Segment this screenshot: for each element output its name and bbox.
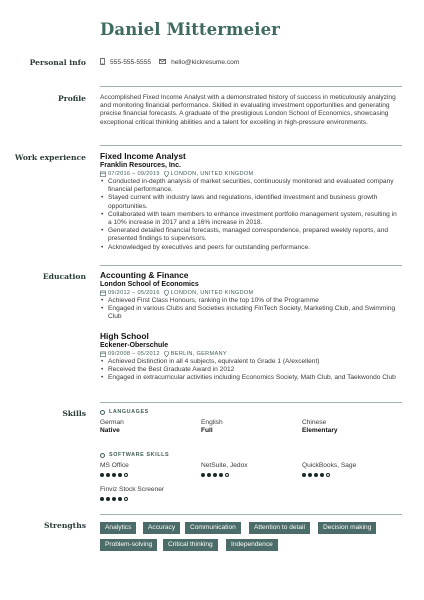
section-divider bbox=[100, 402, 402, 403]
software-item bbox=[201, 462, 301, 477]
contact-row bbox=[100, 58, 402, 67]
school-name: Eckener-Oberschule bbox=[100, 341, 169, 349]
rating-dots bbox=[201, 473, 301, 477]
list-item: • Acknowledged by executives and peers for outstanding performance. bbox=[100, 244, 402, 252]
calendar-icon bbox=[100, 290, 106, 296]
language-name: Chinese bbox=[302, 419, 327, 426]
strength-chip: Accuracy bbox=[143, 522, 180, 534]
rating-dot-filled bbox=[106, 473, 110, 477]
section-label-education: Education bbox=[42, 272, 86, 281]
rating-dot-filled bbox=[118, 473, 122, 477]
software-label: SOFTWARE SKILLS bbox=[109, 452, 170, 458]
work-entry bbox=[100, 152, 402, 252]
rating-dot-filled bbox=[106, 497, 110, 501]
software-subheading bbox=[100, 452, 402, 458]
education-bullets bbox=[100, 297, 402, 322]
job-bullets bbox=[100, 178, 402, 252]
school-name: London School of Economics bbox=[100, 280, 199, 288]
calendar-icon bbox=[100, 351, 106, 357]
section-divider bbox=[100, 514, 402, 515]
software-item bbox=[100, 462, 200, 477]
rating-dot-filled bbox=[207, 473, 211, 477]
language-item bbox=[302, 419, 402, 435]
location-pin-icon bbox=[164, 351, 169, 357]
section-label-profile: Profile bbox=[57, 94, 86, 103]
rating-dot-filled bbox=[219, 473, 223, 477]
rating-dot-filled bbox=[100, 473, 104, 477]
rating-dot-empty bbox=[124, 473, 128, 477]
list-item: • Engaged in extracurricular activities including Economics Society, Math Club, and Taekwondo Club bbox=[100, 374, 402, 382]
language-level: Elementary bbox=[302, 427, 338, 434]
section-label-work-experience: Work experience bbox=[14, 153, 86, 162]
rating-dot-filled bbox=[112, 473, 116, 477]
rating-dot-filled bbox=[112, 497, 116, 501]
rating-dot-empty bbox=[124, 497, 128, 501]
rating-dot-filled bbox=[213, 473, 217, 477]
list-item: • Stayed current with industry laws and regulations, identified investment and business growth opportunities. bbox=[100, 194, 402, 210]
rating-dots bbox=[302, 473, 402, 477]
language-item bbox=[201, 419, 301, 435]
software-name: MS Office bbox=[100, 462, 129, 469]
education-entry bbox=[100, 332, 402, 383]
section-divider bbox=[100, 86, 402, 87]
location-pin-icon bbox=[164, 171, 169, 177]
language-name: English bbox=[201, 419, 223, 426]
degree-title: Accounting & Finance bbox=[100, 270, 189, 280]
info-icon bbox=[100, 410, 105, 415]
section-label-personal-info: Personal info bbox=[29, 58, 86, 67]
job-meta bbox=[100, 170, 402, 178]
phone-icon bbox=[100, 58, 105, 67]
strength-chip: Critical thinking bbox=[163, 539, 218, 551]
list-item: • Received the Best Graduate Award in 2012 bbox=[100, 366, 402, 374]
list-item: • Achieved Distinction in all 4 subjects, equivalent to Grade 1 (A/excellent) bbox=[100, 358, 402, 366]
section-label-strengths: Strengths bbox=[44, 521, 86, 530]
rating-dot-filled bbox=[118, 497, 122, 501]
software-item bbox=[100, 486, 200, 501]
rating-dot-filled bbox=[314, 473, 318, 477]
job-company: Franklin Resources, Inc. bbox=[100, 161, 181, 169]
email-icon bbox=[159, 59, 166, 66]
education-location: LONDON, UNITED KINGDOM bbox=[170, 290, 254, 296]
education-entry bbox=[100, 271, 402, 322]
education-meta bbox=[100, 289, 402, 297]
language-level: Native bbox=[100, 427, 120, 434]
rating-dots bbox=[100, 473, 200, 477]
degree-title: High School bbox=[100, 331, 149, 341]
info-icon bbox=[100, 453, 105, 458]
strength-chip: Attention to detail bbox=[249, 522, 310, 534]
job-location: LONDON, UNITED KINGDOM bbox=[170, 171, 254, 177]
section-label-skills: Skills bbox=[62, 409, 86, 418]
rating-dot-empty bbox=[225, 473, 229, 477]
list-item: • Conducted in-depth analysis of market securities, continuously monitored and evaluated company financial performance. bbox=[100, 178, 402, 194]
calendar-icon bbox=[100, 171, 106, 177]
education-location: BERLIN, GERMANY bbox=[170, 351, 227, 357]
language-item bbox=[100, 419, 200, 435]
resume-name: Daniel Mittermeier bbox=[100, 20, 280, 39]
section-divider bbox=[100, 265, 402, 266]
rating-dot-filled bbox=[302, 473, 306, 477]
education-dates: 09/2008 – 05/2012 bbox=[108, 351, 160, 357]
language-level: Full bbox=[201, 427, 213, 434]
section-divider bbox=[100, 145, 402, 146]
languages-subheading bbox=[100, 409, 402, 415]
software-name: Finviz Stock Screener bbox=[100, 486, 165, 493]
rating-dots bbox=[100, 497, 200, 501]
rating-dot-filled bbox=[320, 473, 324, 477]
rating-dot-filled bbox=[201, 473, 205, 477]
strength-chip: Communication bbox=[185, 522, 241, 534]
location-pin-icon bbox=[164, 290, 169, 296]
software-item bbox=[302, 462, 402, 477]
job-dates: 07/2016 – 09/2019 bbox=[108, 171, 160, 177]
rating-dot-empty bbox=[326, 473, 330, 477]
strength-chip: Problem-solving bbox=[100, 539, 157, 551]
list-item: • Achieved First Class Honours, ranking in the top 10% of the Programme bbox=[100, 297, 402, 305]
education-dates: 09/2012 – 05/2016 bbox=[108, 290, 160, 296]
languages-label: LANGUAGES bbox=[109, 409, 149, 415]
strength-chip: Analytics bbox=[100, 522, 136, 534]
language-name: German bbox=[100, 419, 124, 426]
strength-chip: Decision making bbox=[318, 522, 376, 534]
job-title: Fixed Income Analyst bbox=[100, 151, 186, 161]
contact-email[interactable]: hello@kickresume.com bbox=[171, 59, 240, 66]
list-item: • Collaborated with team members to enhance investment portfolio management system, resulting in a 10% increase in 2017 and a 16% increase in 2018. bbox=[100, 211, 402, 227]
education-meta bbox=[100, 350, 402, 358]
software-name: QuickBooks, Sage bbox=[302, 462, 357, 469]
education-bullets bbox=[100, 358, 402, 383]
list-item: • Generated detailed financial forecasts, managed correspondence, prepared weekly reports, and presented findings to supervisors. bbox=[100, 227, 402, 243]
software-name: NetSuite, Jedox bbox=[201, 462, 248, 469]
strength-chip: Independence bbox=[226, 539, 278, 551]
profile-text: Accomplished Fixed Income Analyst with a demonstrated history of success in meticulously analyzing and monitoring financial performance. Skilled in evaluating investment opportunities and generating precise financial forecasts. A graduate of the prestigious London School of Economics, showcasing exceptional critical thinking abilities and a talent for excelling in high-pressure environments. bbox=[100, 94, 396, 126]
contact-phone: 555-555-5555 bbox=[110, 59, 152, 66]
rating-dot-filled bbox=[100, 497, 104, 501]
list-item: • Engaged in various Clubs and Societies including FinTech Society, Marketing Club, and Swimming Club bbox=[100, 305, 402, 321]
rating-dot-filled bbox=[308, 473, 312, 477]
